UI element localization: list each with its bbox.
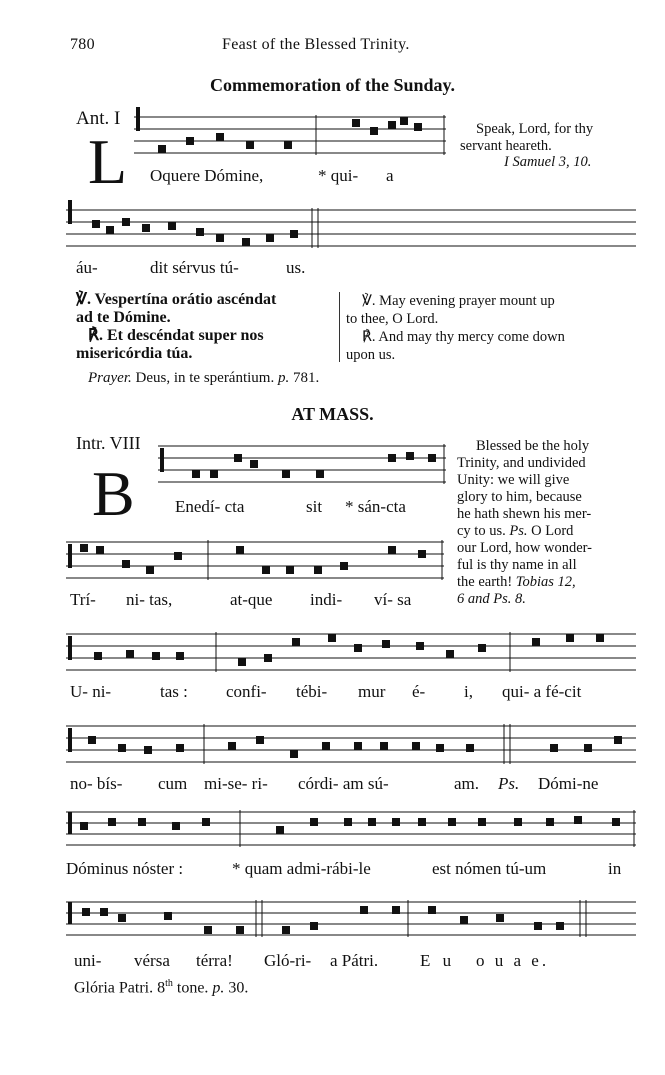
chant-staff	[66, 714, 636, 770]
lyric: sit	[306, 497, 323, 516]
versicle-english: ℣. May evening prayer mount up to thee, O Lord. ℟. And may thy mercy come down upon us.	[346, 293, 565, 363]
scripture-reference: 6 and Ps. 8.	[457, 591, 526, 607]
lyric: vérsa	[134, 951, 170, 970]
translation-line: servant heareth.	[460, 138, 552, 154]
lyric: confi-	[226, 682, 267, 701]
chant-staff	[66, 530, 444, 586]
translation-line: cy to us. Ps. O Lord	[457, 523, 574, 539]
lyric: * qui-	[318, 166, 359, 185]
lyric: Gló-ri-	[264, 951, 312, 970]
lyric: áu-	[76, 258, 98, 277]
lyric: ni- tas,	[126, 590, 173, 609]
response-symbol: ℟.	[88, 327, 103, 344]
lyric: Oquere Dómine,	[150, 166, 264, 185]
lyric: a	[386, 166, 394, 185]
lyric: U- ni-	[70, 682, 112, 701]
lyric: am.	[454, 774, 480, 793]
chant-staff	[66, 198, 636, 254]
lyric: cum	[158, 774, 188, 793]
lyric: Dóminus nóster :	[66, 859, 184, 878]
translation-line: Trinity, and undivided	[457, 455, 586, 471]
section-title: Commemoration of the Sunday.	[209, 75, 455, 95]
lyric: i,	[464, 682, 473, 701]
translation-line: glory to him, because	[457, 489, 582, 505]
chant-staff	[66, 892, 636, 944]
chant-staff	[158, 434, 446, 490]
lyric: in	[608, 859, 622, 878]
lyric: tébi-	[296, 682, 328, 701]
translation-line: the earth! Tobias 12,	[457, 574, 576, 590]
lyric: qui- a fé-cit	[502, 682, 582, 701]
lyric: é-	[412, 682, 426, 701]
lyric: Ps.	[498, 774, 520, 793]
lyric: mi-se- ri-	[204, 774, 268, 793]
lyric: dit sérvus tú-	[150, 258, 239, 277]
lyric: * quam admi-rábi-le	[232, 859, 371, 878]
lyric: E u	[420, 951, 456, 970]
lyric: no- bís-	[70, 774, 123, 793]
drop-initial: L	[88, 126, 128, 197]
lyric: o u a e.	[476, 951, 550, 970]
running-title: Feast of the Blessed Trinity.	[222, 36, 410, 53]
mode-label: Intr. VIII	[76, 433, 141, 453]
lyric: * sán-cta	[345, 497, 406, 516]
versicle-symbol: ℣.	[76, 291, 91, 308]
lyric: indi-	[310, 590, 343, 609]
translation-line: our Lord, how wonder-	[457, 540, 593, 556]
lyric: Dómi-ne	[538, 774, 599, 793]
lyric: us.	[286, 258, 306, 277]
lyric: tas :	[160, 682, 188, 701]
chant-staff	[66, 802, 636, 854]
versicle-latin: ℣. Vespertína orátio ascéndat ad te Dómine. ℟. Et descéndat super nos misericórdia túa.	[76, 291, 277, 362]
translation-line: Blessed be the holy	[476, 438, 590, 454]
drop-initial: B	[92, 458, 135, 529]
prayer-line: Prayer. Deus, in te sperántium. p. 781.	[88, 370, 320, 386]
lyric: uni-	[74, 951, 102, 970]
column-divider	[339, 292, 340, 362]
scripture-reference: I Samuel 3, 10.	[504, 154, 592, 170]
lyric: córdi- am sú-	[298, 774, 389, 793]
chant-staff	[134, 105, 446, 161]
translation-line: Speak, Lord, for thy	[476, 121, 594, 137]
lyric: mur	[358, 682, 386, 701]
mode-label: Ant. I	[76, 108, 121, 129]
lyric: Enedí- cta	[175, 497, 245, 516]
lyric: est nómen tú-um	[432, 859, 547, 878]
lyric: ví- sa	[374, 590, 412, 609]
translation-line: ful is thy name in all	[457, 557, 577, 573]
chant-staff	[66, 622, 636, 678]
lyric: térra!	[196, 951, 233, 970]
translation-line: Unity: we will give	[457, 472, 570, 488]
section-title: AT MASS.	[291, 404, 374, 424]
lyric: a Pátri.	[330, 951, 379, 970]
page-number: 780	[70, 36, 95, 53]
lyric: Trí-	[70, 590, 96, 609]
translation-line: he hath shewn his mer-	[457, 506, 592, 522]
gloria-line: Glória Patri. 8th tone. p. 30.	[74, 978, 249, 997]
lyric: at-que	[230, 590, 273, 609]
